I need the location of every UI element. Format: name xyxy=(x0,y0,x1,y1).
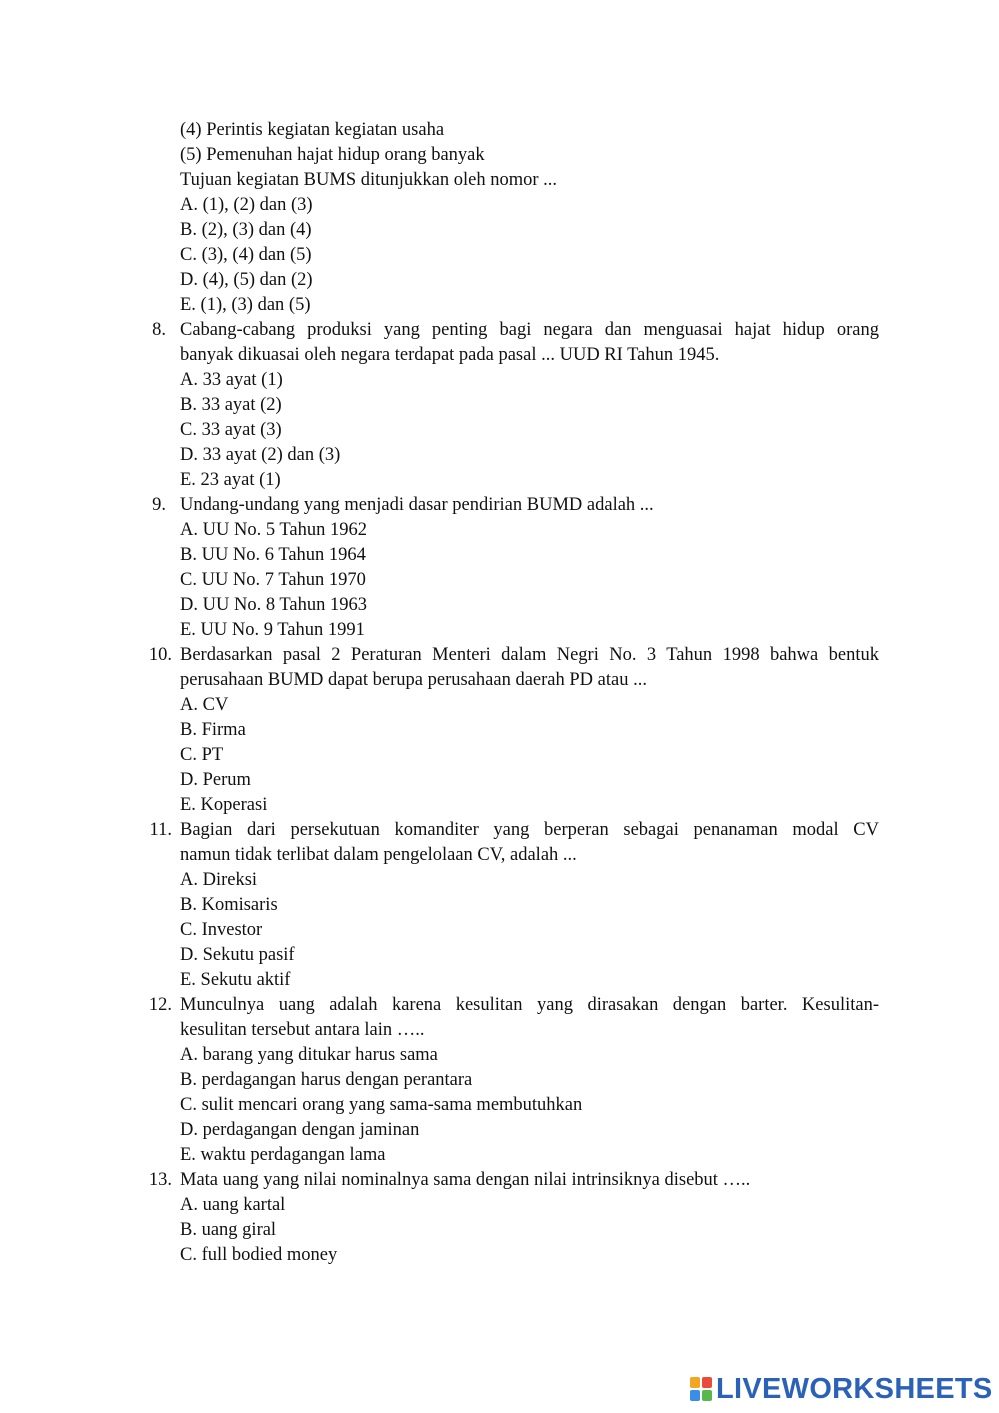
option: A. (1), (2) dan (3) xyxy=(180,195,313,215)
question-number: 13. xyxy=(148,1170,172,1190)
question-text: Munculnya uang adalah karena kesulitan yang dirasakan dengan barter. Kesulitan- xyxy=(180,995,879,1015)
option: D. UU No. 8 Tahun 1963 xyxy=(180,595,367,615)
option: A. UU No. 5 Tahun 1962 xyxy=(180,520,367,540)
footer-brand[interactable] xyxy=(690,1372,993,1406)
question-text: perusahaan BUMD dapat berupa perusahaan daerah PD atau ... xyxy=(180,670,647,690)
option: B. Komisaris xyxy=(180,895,278,915)
question-text: Cabang-cabang produksi yang penting bagi negara dan menguasai hajat hidup orang xyxy=(180,320,879,340)
intro-item: (5) Pemenuhan hajat hidup orang banyak xyxy=(180,145,485,165)
option: B. UU No. 6 Tahun 1964 xyxy=(180,545,366,565)
option: D. 33 ayat (2) dan (3) xyxy=(180,445,341,465)
option: A. CV xyxy=(180,695,229,715)
option: D. (4), (5) dan (2) xyxy=(180,270,313,290)
option: E. (1), (3) dan (5) xyxy=(180,295,311,315)
intro-item: (4) Perintis kegiatan kegiatan usaha xyxy=(180,120,445,140)
logo-square xyxy=(690,1390,700,1401)
question-text: Undang-undang yang menjadi dasar pendirian BUMD adalah ... xyxy=(180,495,654,515)
option: E. UU No. 9 Tahun 1991 xyxy=(180,620,365,640)
question-text: Bagian dari persekutuan komanditer yang berperan sebagai penanaman modal CV xyxy=(180,820,879,840)
question-text: namun tidak terlibat dalam pengelolaan CV, adalah ... xyxy=(180,845,577,865)
option: E. waktu perdagangan lama xyxy=(180,1145,386,1165)
question-number: 12. xyxy=(148,995,172,1015)
option: B. 33 ayat (2) xyxy=(180,395,282,415)
option: B. (2), (3) dan (4) xyxy=(180,220,312,240)
liveworksheets-logo-icon xyxy=(690,1377,712,1401)
option: D. perdagangan dengan jaminan xyxy=(180,1120,420,1140)
question-number: 9. xyxy=(152,495,166,515)
question-text: banyak dikuasai oleh negara terdapat pada pasal ... UUD RI Tahun 1945. xyxy=(180,345,720,365)
question-text: kesulitan tersebut antara lain ….. xyxy=(180,1020,425,1040)
option: A. 33 ayat (1) xyxy=(180,370,283,390)
option: A. uang kartal xyxy=(180,1195,286,1215)
option: B. uang giral xyxy=(180,1220,277,1240)
option: C. Investor xyxy=(180,920,263,940)
option: D. Sekutu pasif xyxy=(180,945,295,965)
option: A. barang yang ditukar harus sama xyxy=(180,1045,438,1065)
option: C. sulit mencari orang yang sama-sama membutuhkan xyxy=(180,1095,583,1115)
option: B. Firma xyxy=(180,720,246,740)
option: E. 23 ayat (1) xyxy=(180,470,281,490)
question-text: Mata uang yang nilai nominalnya sama dengan nilai intrinsiknya disebut ….. xyxy=(180,1170,751,1190)
option: C. 33 ayat (3) xyxy=(180,420,282,440)
option: E. Koperasi xyxy=(180,795,268,815)
option: C. (3), (4) dan (5) xyxy=(180,245,312,265)
option: A. Direksi xyxy=(180,870,258,890)
question-text: Berdasarkan pasal 2 Peraturan Menteri dalam Negri No. 3 Tahun 1998 bahwa bentuk xyxy=(180,645,879,665)
option: C. full bodied money xyxy=(180,1245,338,1265)
question-number: 10. xyxy=(148,645,172,665)
option: D. Perum xyxy=(180,770,251,790)
logo-square xyxy=(702,1377,712,1388)
question-number: 11. xyxy=(149,820,172,840)
brand-name: LIVEWORKSHEETS xyxy=(716,1372,993,1405)
intro-prompt: Tujuan kegiatan BUMS ditunjukkan oleh nomor ... xyxy=(180,170,558,190)
option: E. Sekutu aktif xyxy=(180,970,291,990)
logo-square xyxy=(702,1390,712,1401)
question-number: 8. xyxy=(152,320,166,340)
option: B. perdagangan harus dengan perantara xyxy=(180,1070,473,1090)
option: C. PT xyxy=(180,745,224,765)
option: C. UU No. 7 Tahun 1970 xyxy=(180,570,366,590)
logo-square xyxy=(690,1377,700,1388)
